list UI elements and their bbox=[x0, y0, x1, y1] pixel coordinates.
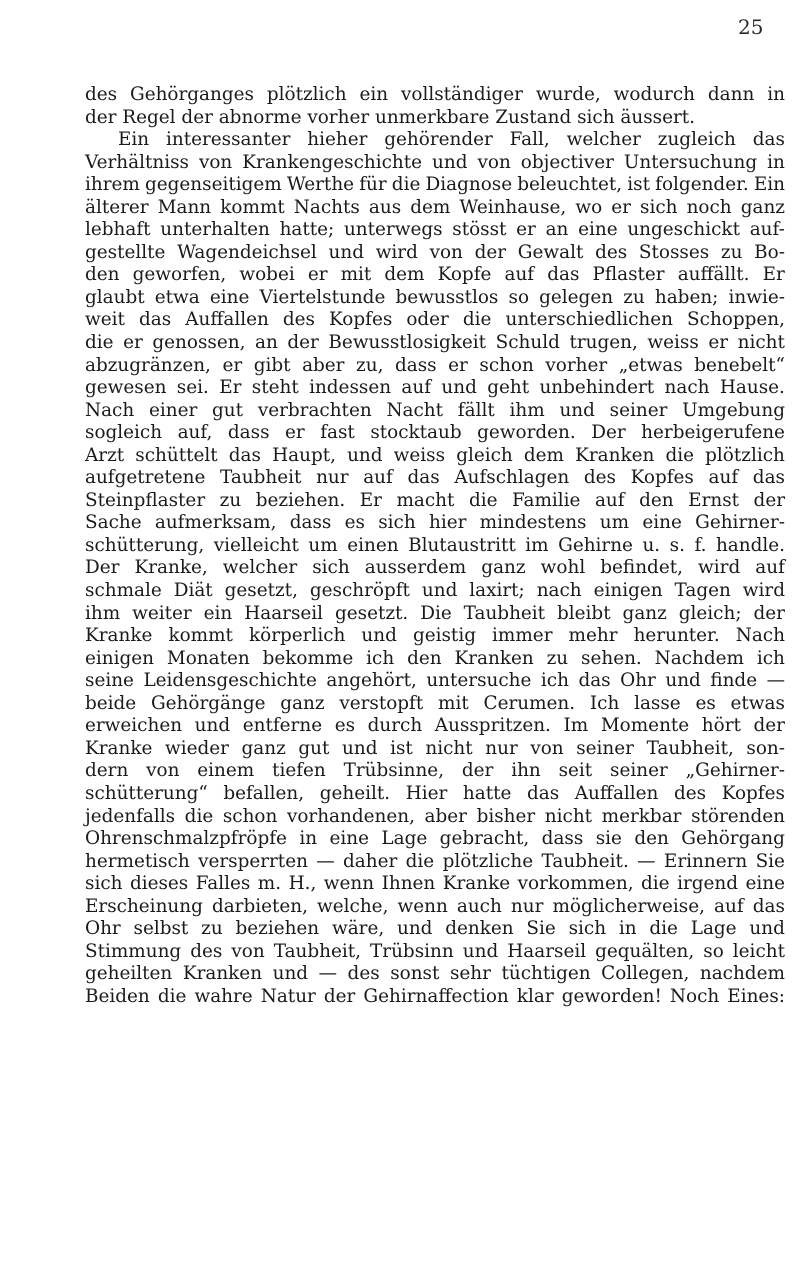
text-line: Erscheinung darbieten, welche, wenn auch nur möglicherweise, auf das bbox=[85, 895, 785, 917]
text-line: hermetisch versperrten — daher die plötzliche Taubheit. — Erinnern Sie bbox=[85, 850, 785, 872]
text-line: den geworfen, wobei er mit dem Kopfe auf das Pflaster auffällt. Er bbox=[85, 264, 785, 286]
text-line: die er genossen, an der Bewusstlosigkeit Schuld trugen, weiss er nicht bbox=[85, 332, 785, 354]
text-line: schütterung, vielleicht um einen Blutaustritt im Gehirne u. s. f. handle. bbox=[85, 534, 785, 556]
text-line: sogleich auf, dass er fast stocktaub geworden. Der herbeigerufene bbox=[85, 422, 785, 444]
text-line: Kranke kommt körperlich und geistig immer mehr herunter. Nach bbox=[85, 625, 785, 647]
page-number: 25 bbox=[738, 15, 764, 39]
text-line: gestellte Wagendeichsel und wird von der Gewalt des Stosses zu Bo- bbox=[85, 241, 785, 263]
text-line: aufgetretene Taubheit nur auf das Aufschlagen des Kopfes auf das bbox=[85, 467, 785, 489]
text-line: Arzt schüttelt das Haupt, und weiss gleich dem Kranken die plötzlich bbox=[85, 444, 785, 466]
text-line: jedenfalls die schon vorhandenen, aber bisher nicht merkbar störenden bbox=[85, 805, 785, 827]
text-line: Ein interessanter hieher gehörender Fall, welcher zugleich das bbox=[118, 129, 785, 151]
text-line: abzugränzen, er gibt aber zu, dass er schon vorher „etwas benebelt“ bbox=[85, 354, 785, 376]
text-line: Stimmung des von Taubheit, Trübsinn und Haarseil gequälten, so leicht bbox=[85, 940, 785, 962]
text-line: dern von einem tiefen Trübsinne, der ihn seit seiner „Gehirner- bbox=[85, 760, 785, 782]
text-line: Steinpflaster zu beziehen. Er macht die Familie auf den Ernst der bbox=[85, 489, 785, 511]
text-line: schmale Diät gesetzt, geschröpft und laxirt; nach einigen Tagen wird bbox=[85, 580, 785, 602]
text-line: Verhältniss von Krankengeschichte und von objectiver Untersuchung in bbox=[85, 151, 785, 173]
text-line: der Regel der abnorme vorher unmerkbare Zustand sich äussert. bbox=[85, 106, 695, 128]
text-line: Sache aufmerksam, dass es sich hier mindestens um eine Gehirner- bbox=[85, 512, 785, 534]
body-text bbox=[85, 84, 785, 1008]
text-line: weit das Auffallen des Kopfes oder die unterschiedlichen Schoppen, bbox=[85, 309, 785, 331]
text-line: Ohr selbst zu beziehen wäre, und denken Sie sich in die Lage und bbox=[85, 918, 785, 940]
text-line: beide Gehörgänge ganz verstopft mit Cerumen. Ich lasse es etwas bbox=[85, 692, 785, 714]
text-line: Kranke wieder ganz gut und ist nicht nur von seiner Taubheit, son- bbox=[85, 737, 785, 759]
text-line: Der Kranke, welcher sich ausserdem ganz wohl befindet, wird auf bbox=[85, 557, 785, 579]
text-line: sich dieses Falles m. H., wenn Ihnen Kranke vorkommen, die irgend eine bbox=[85, 873, 785, 895]
text-line: älterer Mann kommt Nachts aus dem Weinhause, wo er sich noch ganz bbox=[85, 196, 785, 218]
text-line: seine Leidensgeschichte angehört, untersuche ich das Ohr und finde — bbox=[85, 670, 785, 692]
text-line: erweichen und entferne es durch Ausspritzen. Im Momente hört der bbox=[85, 715, 785, 737]
text-line: gewesen sei. Er steht indessen auf und geht unbehindert nach Hause. bbox=[85, 377, 785, 399]
text-line: ihrem gegenseitigem Werthe für die Diagnose beleuchtet, ist folgender. Ein bbox=[85, 174, 785, 196]
text-line: schütterung“ befallen, geheilt. Hier hatte das Auffallen des Kopfes bbox=[85, 782, 785, 804]
text-line: des Gehörganges plötzlich ein vollständiger wurde, wodurch dann in bbox=[85, 84, 785, 105]
text-line: Nach einer gut verbrachten Nacht fällt ihm und seiner Umgebung bbox=[85, 399, 785, 421]
text-line: einigen Monaten bekomme ich den Kranken zu sehen. Nachdem ich bbox=[85, 647, 785, 669]
text-line: Ohrenschmalzpfröpfe in eine Lage gebracht, dass sie den Gehörgang bbox=[85, 828, 785, 850]
text-line: Beiden die wahre Natur der Gehirnaffection klar geworden! Noch Eines: bbox=[85, 985, 785, 1007]
text-line: lebhaft unterhalten hatte; unterwegs stösst er an eine ungeschickt auf- bbox=[85, 219, 785, 241]
text-line: ihm weiter ein Haarseil gesetzt. Die Taubheit bleibt ganz gleich; der bbox=[85, 602, 785, 624]
text-line: geheilten Kranken und — des sonst sehr tüchtigen Collegen, nachdem bbox=[85, 963, 785, 985]
text-line: glaubt etwa eine Viertelstunde bewusstlos so gelegen zu haben; inwie- bbox=[85, 286, 785, 308]
